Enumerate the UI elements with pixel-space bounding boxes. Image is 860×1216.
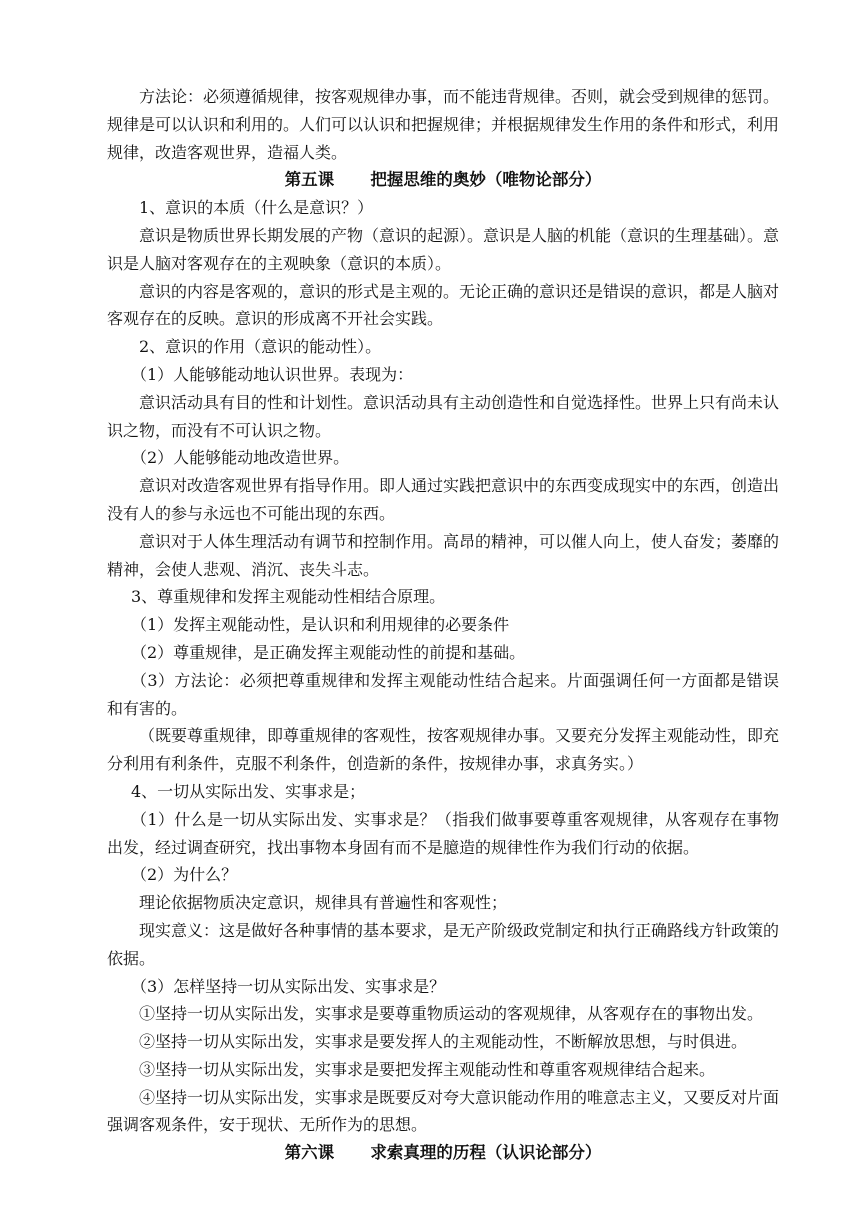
- body-paragraph: （1）人能够能动地认识世界。表现为：: [131, 364, 414, 384]
- lesson-heading-title: 求索真理的历程（认识论部分）: [370, 1143, 602, 1163]
- body-paragraph: 意识是物质世界长期发展的产物（意识的起源）。意识是人脑的机能（意识的生理基础）。意识是人脑对客观存在的主观映象（意识的本质）。: [107, 225, 780, 273]
- lesson-heading-label: 第五课: [284, 170, 335, 190]
- lesson-heading-title: 把握思维的奥妙（唯物论部分）: [370, 170, 602, 190]
- body-paragraph: （2）人能够能动地改造世界。: [131, 448, 350, 468]
- document-page: [107, 83, 779, 1167]
- body-paragraph: 4、一切从实际出发、实事求是；: [131, 781, 366, 801]
- body-paragraph: （1）什么是一切从实际出发、实事求是？（指我们做事要尊重客观规律，从客观存在事物出发，经过调查研究，找出事物本身固有而不是臆造的规律性作为我们行动的依据。: [107, 809, 779, 857]
- body-paragraph: 理论依据物质决定意识，规律具有普遍性和客观性；: [139, 893, 508, 913]
- body-paragraph: ③坚持一切从实际出发，实事求是要把发挥主观能动性和尊重客观规律结合起来。: [139, 1059, 716, 1079]
- body-paragraph: 3、尊重规律和发挥主观能动性相结合原理。: [131, 587, 446, 607]
- body-paragraph: 意识对改造客观世界有指导作用。即人通过实践把意识中的东西变成现实中的东西，创造出没有人的参与永远也不可能出现的东西。: [107, 476, 780, 523]
- body-paragraph: （3）方法论：必须把尊重规律和发挥主观能动性结合起来。片面强调任何一方面都是错误和有害的。: [107, 670, 779, 718]
- body-paragraph: ②坚持一切从实际出发，实事求是要发挥人的主观能动性，不断解放思想，与时俱进。: [139, 1032, 748, 1052]
- body-paragraph: 2、意识的作用（意识的能动性）。: [139, 337, 382, 357]
- body-paragraph: ①坚持一切从实际出发，实事求是要尊重物质运动的客观规律，从客观存在的事物出发。: [139, 1004, 764, 1024]
- lesson-heading: [107, 1139, 779, 1167]
- lesson-heading-label: 第六课: [284, 1143, 335, 1163]
- lesson-heading: [107, 166, 779, 194]
- body-paragraph: （3）怎样坚持一切从实际出发、实事求是？: [131, 976, 446, 996]
- body-paragraph: 现实意义：这是做好各种事情的基本要求，是无产阶级政党制定和执行正确路线方针政策的依据。: [107, 920, 780, 968]
- body-paragraph: （2）尊重规律，是正确发挥主观能动性的前提和基础。: [131, 642, 526, 662]
- body-paragraph: 1、意识的本质（什么是意识？）: [139, 198, 374, 218]
- body-paragraph: 意识的内容是客观的，意识的形式是主观的。无论正确的意识还是错误的意识，都是人脑对客观存在的反映。意识的形成离不开社会实践。: [107, 281, 780, 329]
- body-paragraph: ④坚持一切从实际出发，实事求是既要反对夸大意识能动作用的唯意志主义，又要反对片面强调客观条件，安于现状、无所作为的思想。: [107, 1087, 780, 1135]
- body-paragraph: （既要尊重规律，即尊重规律的客观性，按客观规律办事。又要充分发挥主观能动性，即充分利用有利条件，克服不利条件，创造新的条件，按规律办事，求真务实。）: [107, 726, 780, 774]
- body-paragraph: （2）为什么？: [131, 865, 238, 885]
- body-paragraph: 意识对于人体生理活动有调节和控制作用。高昂的精神，可以催人向上，使人奋发；萎靡的精神，会使人悲观、消沉、丧失斗志。: [107, 531, 780, 579]
- body-paragraph: 方法论：必须遵循规律，按客观规律办事，而不能违背规律。否则，就会受到规律的惩罚。规律是可以认识和利用的。人们可以认识和把握规律；并根据规律发生作用的条件和形式，利用规律，改造客观世界，造福人类。: [107, 87, 780, 162]
- body-paragraph: （1）发挥主观能动性，是认识和利用规律的必要条件: [131, 615, 510, 635]
- body-paragraph: 意识活动具有目的性和计划性。意识活动具有主动创造性和自觉选择性。世界上只有尚未认识之物，而没有不可认识之物。: [107, 392, 780, 440]
